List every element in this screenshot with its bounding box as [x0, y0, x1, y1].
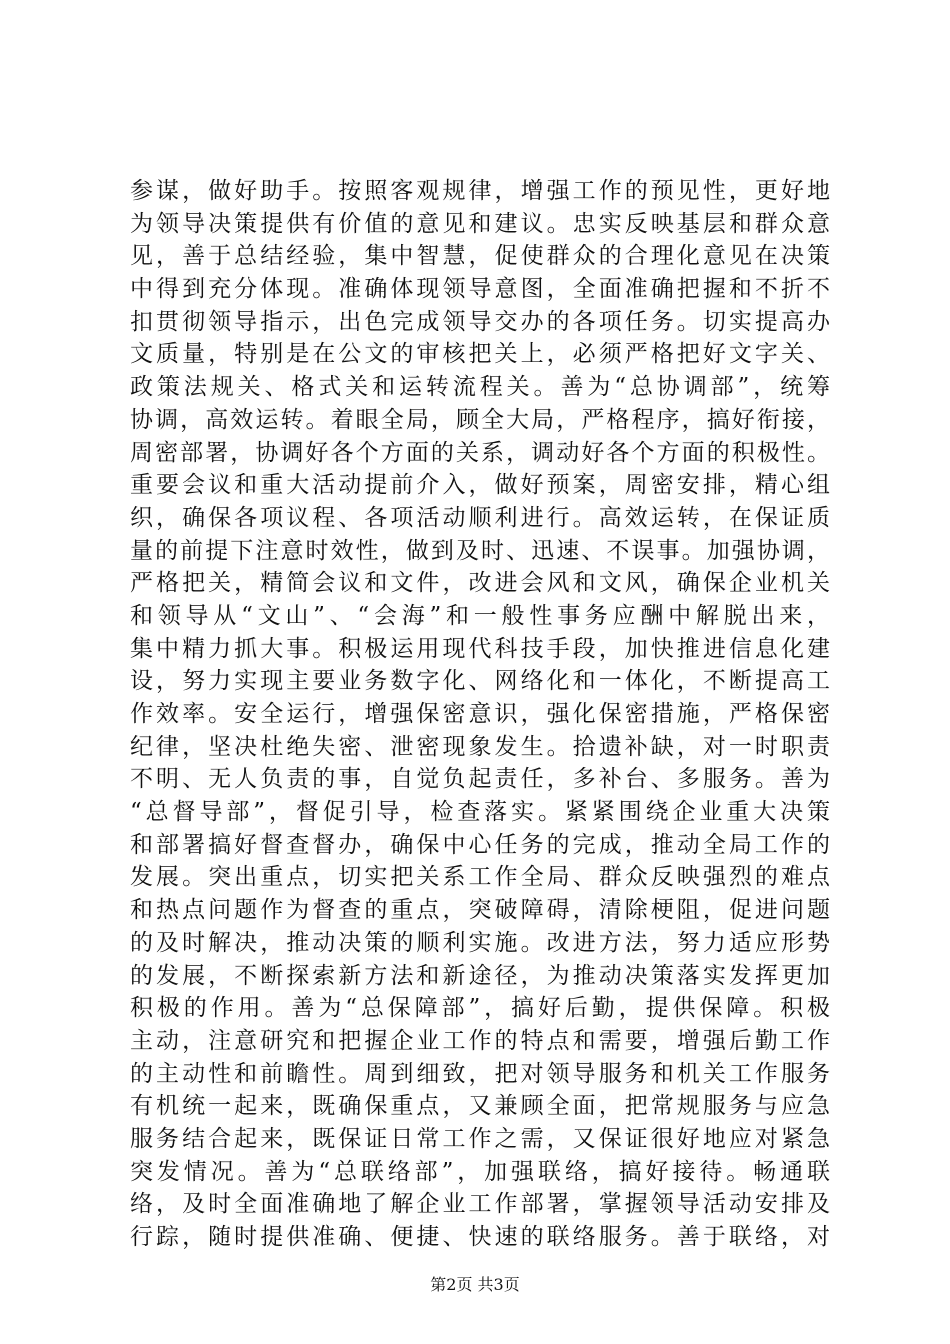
text-line: 的发展，不断探索新方法和新途径，为推动决策落实发挥更加	[130, 962, 830, 989]
text-line: 政策法规关、格式关和运转流程关。善为“总协调部”，统筹	[130, 374, 830, 401]
body-text	[130, 175, 830, 1254]
text-line: 有机统一起来，既确保重点，又兼顾全面，把常规服务与应急	[130, 1093, 830, 1120]
text-line: 服务结合起来，既保证日常工作之需，又保证很好地应对紧急	[130, 1125, 830, 1152]
text-line: 周密部署，协调好各个方面的关系，调动好各个方面的积极性。	[130, 439, 830, 466]
text-line: 见，善于总结经验，集中智慧，促使群众的合理化意见在决策	[130, 243, 830, 270]
text-line: 量的前提下注意时效性，做到及时、迅速、不误事。加强协调，	[130, 537, 830, 564]
text-line: 的主动性和前瞻性。周到细致，把对领导服务和机关工作服务	[130, 1060, 830, 1087]
text-line: 的及时解决，推动决策的顺利实施。改进方法，努力适应形势	[130, 929, 830, 956]
text-line: 和热点问题作为督查的重点，突破障碍，清除梗阻，促进问题	[130, 897, 830, 924]
text-line: 集中精力抓大事。积极运用现代科技手段，加快推进信息化建	[130, 635, 830, 662]
text-line: 为领导决策提供有价值的意见和建议。忠实反映基层和群众意	[130, 210, 830, 237]
text-line: 主动，注意研究和把握企业工作的特点和需要，增强后勤工作	[130, 1027, 830, 1054]
text-line: 重要会议和重大活动提前介入，做好预案，周密安排，精心组	[130, 472, 830, 499]
text-line: 纪律，坚决杜绝失密、泄密现象发生。拾遗补缺，对一时职责	[130, 733, 830, 760]
text-line: 和部署搞好督查督办，确保中心任务的完成，推动全局工作的	[130, 831, 830, 858]
text-line: 和领导从“文山”、“会海”和一般性事务应酬中解脱出来，	[130, 602, 830, 629]
page-footer: 第2页 共3页	[430, 1275, 520, 1294]
text-line: 突发情况。善为“总联络部”，加强联络，搞好接待。畅通联	[130, 1158, 830, 1185]
text-line: 扣贯彻领导指示，出色完成领导交办的各项任务。切实提高办	[130, 308, 830, 335]
text-line: 中得到充分体现。准确体现领导意图，全面准确把握和不折不	[130, 276, 830, 303]
text-line: 络，及时全面准确地了解企业工作部署，掌握领导活动安排及	[130, 1191, 830, 1218]
text-line: 作效率。安全运行，增强保密意识，强化保密措施，严格保密	[130, 701, 830, 727]
text-line: 协调，高效运转。着眼全局，顾全大局，严格程序，搞好衔接，	[130, 406, 830, 433]
text-line: “总督导部”，督促引导，检查落实。紧紧围绕企业重大决策	[130, 799, 830, 826]
text-line: 严格把关，精简会议和文件，改进会风和文风，确保企业机关	[130, 570, 830, 597]
text-line: 文质量，特别是在公文的审核把关上，必须严格把好文字关、	[130, 341, 830, 368]
text-line: 织，确保各项议程、各项活动顺利进行。高效运转，在保证质	[130, 504, 830, 531]
text-line: 不明、无人负责的事，自觉负起责任，多补台、多服务。善为	[130, 766, 830, 793]
text-line: 行踪，随时提供准确、便捷、快速的联络服务。善于联络，对	[130, 1224, 830, 1250]
text-line: 发展。突出重点，切实把关系工作全局、群众反映强烈的难点	[130, 864, 830, 891]
text-line: 积极的作用。善为“总保障部”，搞好后勤，提供保障。积极	[130, 995, 830, 1022]
text-line: 参谋，做好助手。按照客观规律，增强工作的预见性，更好地	[130, 178, 830, 204]
text-line: 设，努力实现主要业务数字化、网络化和一体化，不断提高工	[130, 668, 830, 695]
